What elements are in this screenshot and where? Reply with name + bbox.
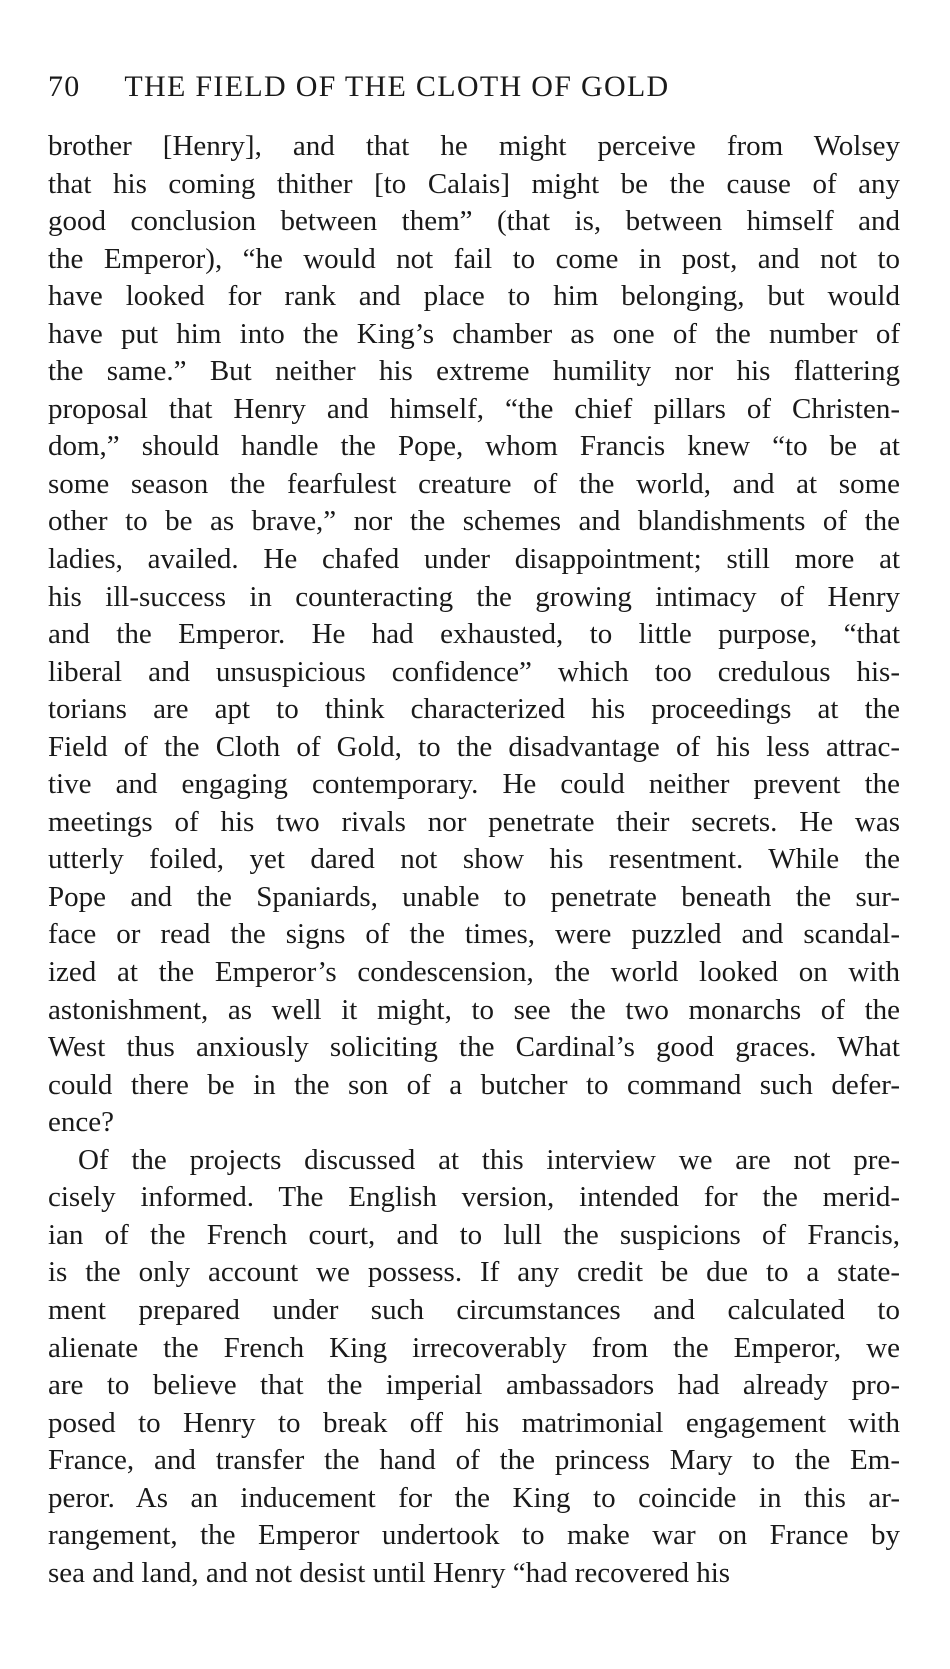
text-line: France, and transfer the hand of the princess Mary to the Em-	[48, 1444, 900, 1477]
text-line: rangement, the Emperor undertook to make war on France by	[48, 1519, 900, 1552]
paragraph	[48, 1142, 900, 1593]
text-line: utterly foiled, yet dared not show his resentment. While the	[48, 843, 900, 876]
text-line: Of the projects discussed at this interview we are not pre-	[78, 1143, 900, 1176]
text-line: West thus anxiously soliciting the Cardinal’s good graces. What	[48, 1031, 900, 1064]
text-line: brother [Henry], and that he might perceive from Wolsey	[48, 130, 900, 162]
text-line: proposal that Henry and himself, “the chief pillars of Christen-	[48, 392, 900, 425]
text-line: torians are apt to think characterized his proceedings at the	[48, 693, 900, 726]
text-line: face or read the signs of the times, were puzzled and scandal-	[48, 918, 900, 951]
text-line: alienate the French King irrecoverably from the Emperor, we	[48, 1331, 900, 1364]
text-line: meetings of his two rivals nor penetrate their secrets. He was	[48, 805, 900, 838]
body-text	[48, 128, 900, 1592]
text-line: the Emperor), “he would not fail to come in post, and not to	[48, 242, 900, 275]
text-line: is the only account we possess. If any credit be due to a state-	[48, 1256, 900, 1289]
paragraph	[48, 128, 900, 1142]
text-line: tive and engaging contemporary. He could neither prevent the	[48, 768, 900, 801]
text-line: astonishment, as well it might, to see the two monarchs of the	[48, 993, 900, 1026]
text-line: cisely informed. The English version, intended for the merid-	[48, 1181, 900, 1214]
text-line: that his coming thither [to Calais] might be the cause of any	[48, 167, 900, 200]
running-head	[48, 70, 900, 122]
running-title: THE FIELD OF THE CLOTH OF GOLD	[124, 70, 670, 103]
text-line: some season the fearfulest creature of the world, and at some	[48, 467, 900, 500]
page-number: 70	[48, 70, 81, 103]
text-line: ladies, availed. He chafed under disappointment; still more at	[48, 543, 900, 576]
text-line: Field of the Cloth of Gold, to the disadvantage of his less attrac-	[48, 730, 900, 763]
text-line: have looked for rank and place to him belonging, but would	[48, 280, 900, 313]
text-line: good conclusion between them” (that is, between himself and	[48, 205, 900, 238]
text-line: have put him into the King’s chamber as one of the number of	[48, 317, 900, 350]
text-line: posed to Henry to break off his matrimonial engagement with	[48, 1406, 900, 1439]
text-line: liberal and unsuspicious confidence” which too credulous his-	[48, 655, 900, 688]
text-line: and the Emperor. He had exhausted, to little purpose, “that	[48, 618, 900, 651]
text-line: Pope and the Spaniards, unable to penetrate beneath the sur-	[48, 880, 900, 913]
page	[48, 70, 900, 1592]
text-line: other to be as brave,” nor the schemes and blandishments of the	[48, 505, 900, 538]
text-line: his ill-success in counteracting the growing intimacy of Henry	[48, 580, 900, 613]
text-line: ian of the French court, and to lull the suspicions of Francis,	[48, 1218, 900, 1251]
text-line: sea and land, and not desist until Henry “had recovered his	[48, 1556, 731, 1589]
text-line: dom,” should handle the Pope, whom Francis knew “to be at	[48, 430, 900, 463]
text-line: ized at the Emperor’s condescension, the world looked on with	[48, 956, 900, 989]
text-line: the same.” But neither his extreme humility nor his flattering	[48, 355, 900, 388]
text-line: could there be in the son of a butcher to command such defer-	[48, 1068, 900, 1101]
text-line: are to believe that the imperial ambassadors had already pro-	[48, 1369, 900, 1402]
text-line: ment prepared under such circumstances and calculated to	[48, 1293, 900, 1326]
text-line: ence?	[48, 1106, 114, 1139]
text-line: peror. As an inducement for the King to coincide in this ar-	[48, 1481, 900, 1514]
